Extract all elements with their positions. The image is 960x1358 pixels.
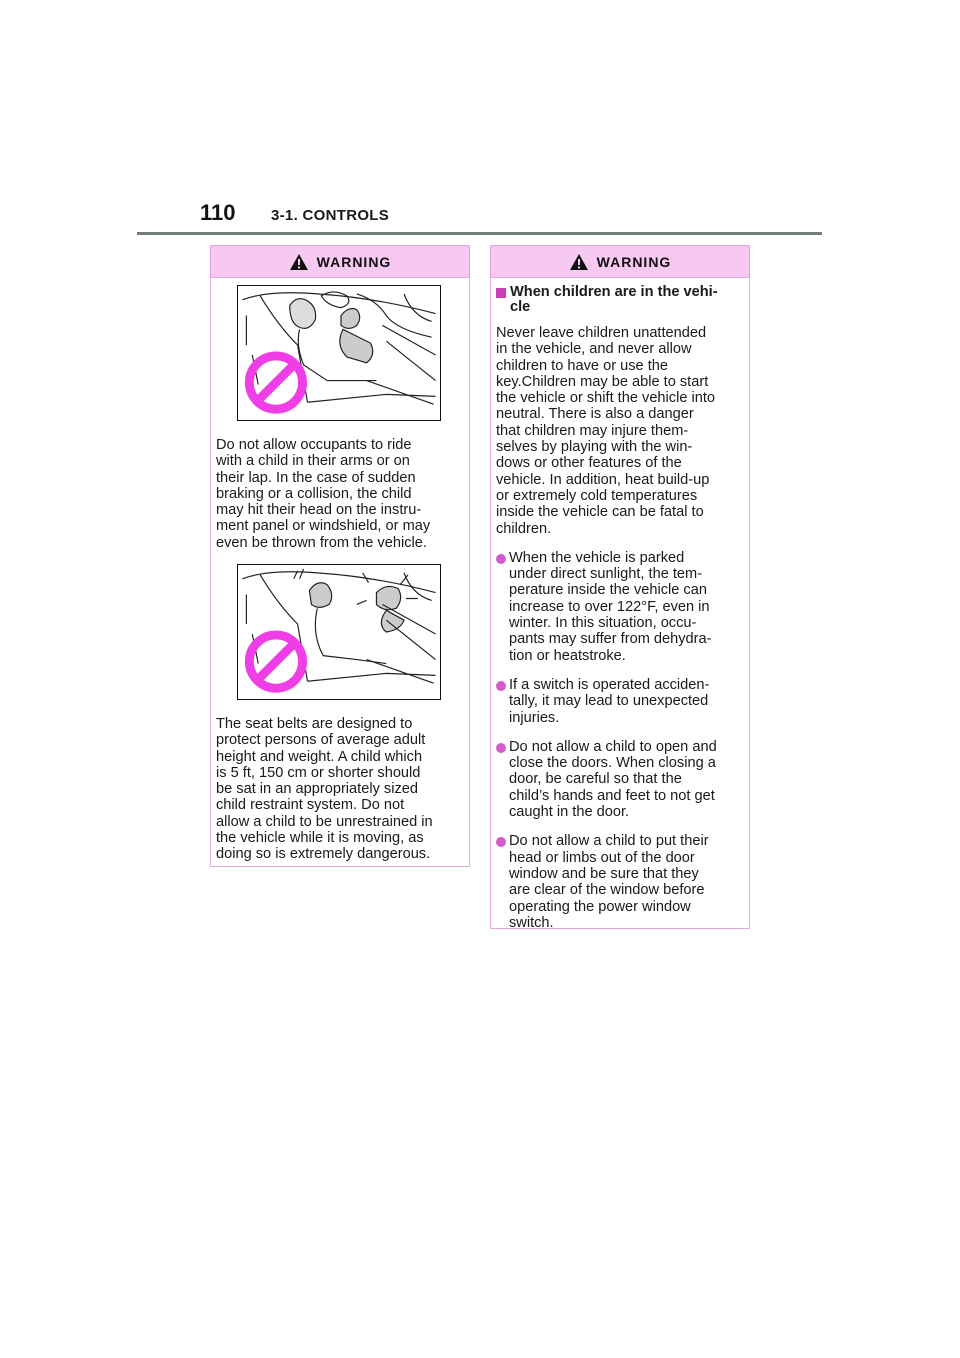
illustration-child-thrown [237, 564, 441, 700]
bullet-dot-icon [496, 743, 506, 753]
illustration-child-on-lap [237, 285, 441, 421]
left-paragraph-1: Do not allow occupants to ride with a child in their arms or on their lap. In the case of sudden braking or a collision, the child may hit their head on the instru- ment panel or windshield, or may even be thrown from the vehicle. [216, 437, 431, 551]
right-content [496, 285, 746, 931]
subheading: When children are in the vehi- cle [496, 285, 746, 315]
warning-title: WARNING [316, 253, 392, 270]
left-paragraph-2: The seat belts are designed to protect persons of average adult height and weight. A child which is 5 ft, 150 cm or shorter should be sat in an appropriately sized child restraint system. Do not allow a child to be unrestrained in the vehicle while it is moving, as doing so is extremely dangerous. [216, 716, 433, 863]
section-title: 3-1. CONTROLS [271, 207, 390, 224]
warning-box-left [210, 245, 470, 867]
warning-title: WARNING [596, 253, 672, 270]
bullet-item: Do not allow a child to open and close the doors. When closing a door, be careful so that the child’s hands and feet to not get caught in the door. [496, 739, 746, 820]
page-number: 110 [200, 200, 236, 225]
square-bullet-icon [496, 288, 506, 298]
warning-header [211, 246, 469, 278]
right-intro-paragraph: Never leave children unattended in the vehicle, and never allow children to have or use the key.Children may be able to start the vehicle or shift the vehicle into neutral. There is also a danger that children may injure them- selves by playing with the win- dows or other features of the vehicle. In addition, heat build-up or extremely cold temperatures inside the vehicle can be fatal to children. [496, 325, 716, 537]
warning-header [491, 246, 749, 278]
bullet-item: When the vehicle is parked under direct sunlight, the tem- perature inside the vehicle can increase to over 122°F, even in winter. In this situation, occu- pants may suffer from dehydra- tion or heatstroke. [496, 550, 746, 664]
bullet-dot-icon [496, 554, 506, 564]
warning-triangle-icon [569, 253, 589, 271]
bullet-dot-icon [496, 681, 506, 691]
bullet-item: Do not allow a child to put their head or limbs out of the door window and be sure that they are clear of the window before operating the power window switch. [496, 833, 746, 931]
warning-box-right [490, 245, 750, 929]
bullet-dot-icon [496, 837, 506, 847]
warning-triangle-icon [289, 253, 309, 271]
bullet-item: If a switch is operated acciden- tally, it may lead to unexpected injuries. [496, 677, 746, 726]
header-rule [137, 232, 822, 235]
